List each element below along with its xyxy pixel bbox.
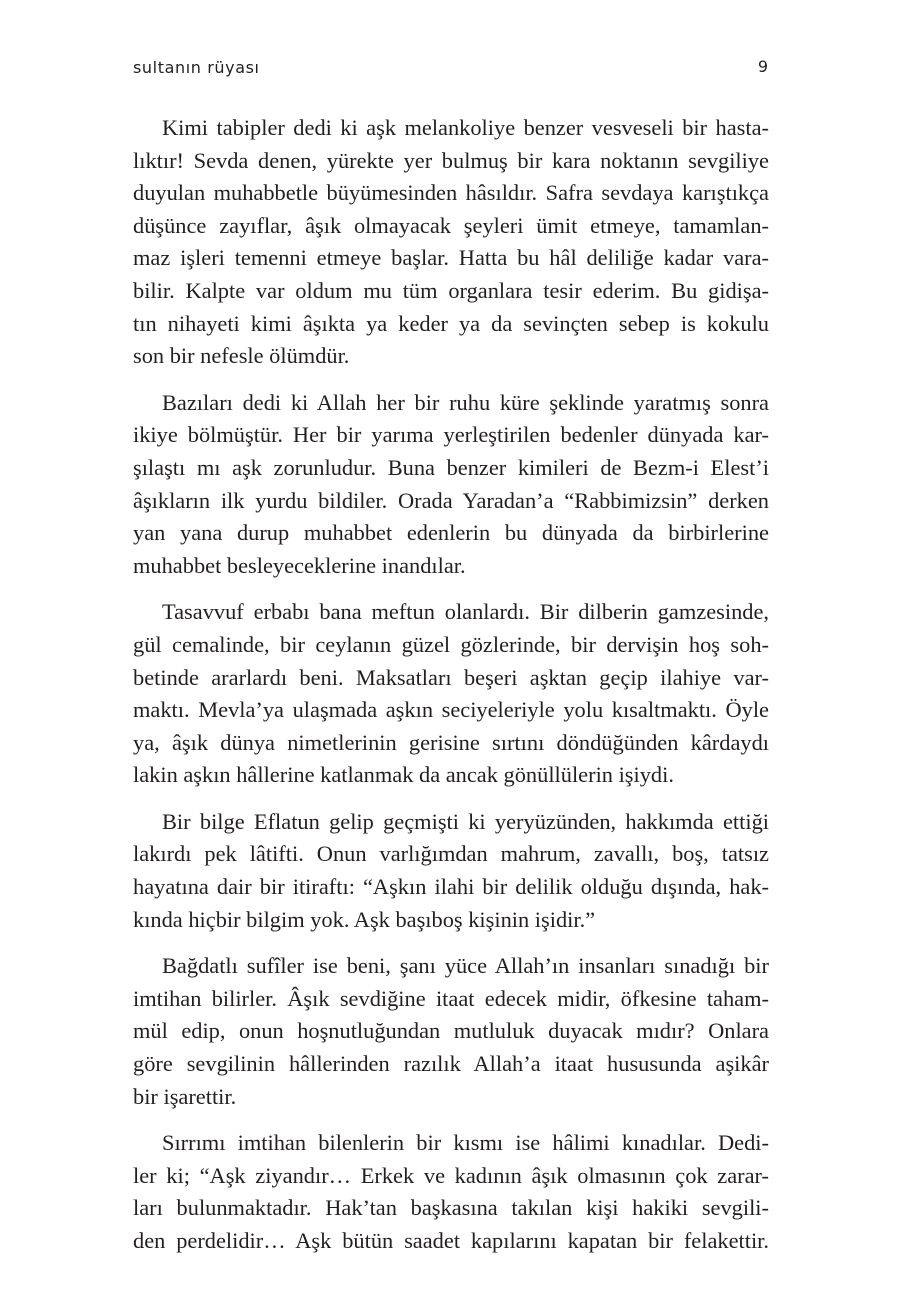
text-line: bilir. Kalpte var oldum mu tüm organlara tesir ederim. Bu gidişa-: [133, 277, 769, 303]
text-line: tın nihayeti kimi âşıkta ya keder ya da sevinçten sebep is kokulu: [133, 310, 769, 336]
body-text: [133, 112, 769, 1272]
text-line: lakırdı pek lâtifti. Onun varlığımdan mahrum, zavallı, boş, tatsız: [133, 841, 769, 867]
paragraph-4: [133, 806, 769, 936]
text-line: ları bulunmaktadır. Hak’tan başkasına takılan kişi hakiki sevgili-: [133, 1195, 769, 1221]
text-line: göre sevgilinin hâllerinden razılık Allah’a itaat hususunda aşikâr: [133, 1051, 769, 1077]
paragraph-3: [133, 596, 769, 792]
text-line: den perdelidir… Aşk bütün saadet kapılarını kapatan bir felakettir.: [133, 1228, 769, 1253]
text-line: Bağdatlı sufîler ise beni, şanı yüce Allah’ın insanları sınadığı bir: [162, 953, 769, 979]
text-line: şılaştı mı aşk zorunludur. Buna benzer kimileri de Bezm-i Elest’i: [133, 454, 769, 480]
text-line: hayatına dair bir itiraftı: “Aşkın ilahi bir delilik olduğu dışında, hak-: [133, 874, 769, 900]
text-line: gül cemalinde, bir ceylanın güzel gözlerinde, bir dervişin hoş soh-: [133, 631, 769, 657]
text-line: ler ki; “Aşk ziyandır… Erkek ve kadının âşık olmasının çok zarar-: [133, 1162, 769, 1188]
text-line: Kimi tabipler dedi ki aşk melankoliye benzer vesveseli bir hasta-: [162, 115, 769, 140]
text-line: âşıkların ilk yurdu bildiler. Orada Yaradan’a “Rabbimizsin” derken: [133, 487, 769, 513]
text-line: maz işleri temenni etmeye başlar. Hatta bu hâl deliliğe kadar vara-: [133, 245, 769, 271]
text-line: ya, âşık dünya nimetlerinin gerisine sırtını döndüğünden kârdaydı: [133, 729, 769, 755]
text-line: Tasavvuf erbabı bana meftun olanlardı. Bir dilberin gamzesinde,: [162, 599, 769, 625]
text-line: Sırrımı imtihan bilenlerin bir kısmı ise hâlimi kınadılar. Dedi-: [162, 1130, 769, 1156]
text-line: kında hiçbir bilgim yok. Aşk başıboş kişinin işidir.”: [133, 906, 596, 932]
text-line: yan yana durup muhabbet edenlerin bu dünyada da birbirlerine: [133, 520, 769, 546]
text-line: maktı. Mevla’ya ulaşmada aşkın seciyeleriyle yolu kısaltmaktı. Öyle: [133, 697, 769, 723]
text-line: mül edip, onun hoşnutluğundan mutluluk duyacak mıdır? Onlara: [133, 1018, 769, 1044]
paragraph-1: [133, 112, 769, 373]
text-line: imtihan bilirler. Âşık sevdiğine itaat edecek midir, öfkesine taham-: [133, 985, 769, 1011]
page-number: 9: [757, 57, 768, 76]
text-line: muhabbet besleyeceklerine inandılar.: [133, 552, 466, 578]
text-line: düşünce zayıflar, âşık olmayacak şeyleri ümit etmeye, tamamlan-: [133, 212, 769, 238]
text-line: Bazıları dedi ki Allah her bir ruhu küre şeklinde yaratmış sonra: [162, 389, 769, 415]
paragraph-6: [133, 1127, 769, 1257]
paragraph-5: [133, 950, 769, 1113]
text-line: duyulan muhabbetle büyümesinden hâsıldır. Safra sevdaya karıştıkça: [133, 180, 769, 206]
text-line: lıktır! Sevda denen, yürekte yer bulmuş bir kara noktanın sevgiliye: [133, 147, 769, 173]
text-line: lakin aşkın hâllerine katlanmak da ancak gönüllülerin işiydi.: [133, 762, 674, 788]
text-line: ikiye bölmüştür. Her bir yarıma yerleştirilen bedenler dünyada kar-: [133, 422, 769, 448]
text-line: Bir bilge Eflatun gelip geçmişti ki yeryüzünden, hakkımda ettiği: [162, 808, 769, 834]
paragraph-2: [133, 387, 769, 583]
running-head: sultanın rüyası: [133, 58, 260, 77]
text-line: betinde ararlardı beni. Maksatları beşeri aşktan geçip ilahiye var-: [133, 664, 769, 690]
text-line: son bir nefesle ölümdür.: [133, 343, 350, 369]
text-line: bir işarettir.: [133, 1083, 237, 1109]
